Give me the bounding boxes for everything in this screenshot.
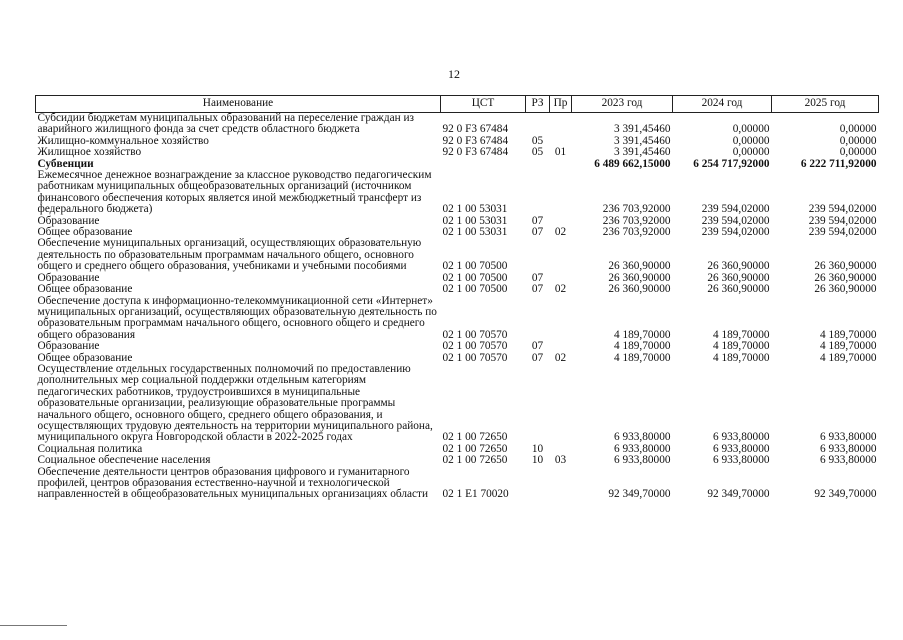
row-value-2023: 6 933,80000 <box>614 442 671 455</box>
row-pr: 01 <box>554 146 567 159</box>
row-rz: 10 <box>531 442 544 455</box>
row-value-2025: 4 189,70000 <box>820 351 877 364</box>
row-rz <box>526 364 550 444</box>
row-cst: 02 1 00 70570 <box>442 340 508 353</box>
row-cst: 02 1 00 72650 <box>442 454 508 467</box>
row-value-2023: 236 703,92000 <box>602 214 671 227</box>
row-pr: 02 <box>554 351 567 364</box>
row-value-2024: 0,00000 <box>732 134 770 147</box>
row-cst <box>441 159 526 170</box>
row-cst: 02 1 00 70570 <box>442 351 508 364</box>
row-value-2025: 4 189,70000 <box>820 340 877 353</box>
row-name: Социальное обеспечение населения <box>37 454 211 467</box>
row-cst: 02 1 00 72650 <box>442 431 508 444</box>
row-pr <box>550 159 572 170</box>
row-value-2023: 92 349,70000 <box>608 488 671 501</box>
row-name: Обеспечение муниципальных организаций, осуществляющих образовательную деятельность по образовательным программам начального общего, основного общего и среднего общего образования, учебниками и учебными пособиями <box>37 237 422 273</box>
header-2025: 2025 год <box>772 96 879 113</box>
row-value-2024: 26 360,90000 <box>707 283 770 296</box>
row-name: Обеспечение доступа к информационно-телекоммуникационной сети «Интернет» муниципальных организаций, осуществляющих образовательную деятельность по образовательным программам начального общего, основного общего и среднего общего образования <box>37 294 437 341</box>
table-row <box>36 238 879 272</box>
row-value-2025: 0,00000 <box>839 146 877 159</box>
row-value-2024: 4 189,70000 <box>713 340 770 353</box>
row-rz <box>526 467 550 501</box>
row-rz: 05 <box>531 134 544 147</box>
row-rz: 07 <box>531 271 544 284</box>
header-pr: Пр <box>550 96 572 113</box>
row-cst: 02 1 00 70570 <box>442 328 508 341</box>
row-value-2025: 6 933,80000 <box>820 454 877 467</box>
row-name: Субвенции <box>37 157 94 170</box>
row-rz <box>526 296 550 342</box>
row-value-2025: 4 189,70000 <box>820 328 877 341</box>
footer-divider <box>0 625 67 626</box>
row-name: Образование <box>37 340 100 353</box>
table-row <box>36 341 879 352</box>
row-value-2025: 239 594,02000 <box>808 203 877 216</box>
row-rz: 07 <box>531 351 544 364</box>
table-body <box>36 113 879 501</box>
header-name: Наименование <box>36 96 441 113</box>
row-name: Общее образование <box>37 226 133 239</box>
row-cst: 92 0 F3 67484 <box>442 134 509 147</box>
row-value-2024: 0,00000 <box>732 123 770 136</box>
table-row <box>36 455 879 466</box>
table-row <box>36 467 879 501</box>
row-pr <box>550 296 572 342</box>
row-value-2025: 239 594,02000 <box>808 214 877 227</box>
row-value-2025: 26 360,90000 <box>814 283 877 296</box>
row-cst: 02 1 00 53031 <box>442 214 508 227</box>
row-cst: 02 1 00 53031 <box>442 203 508 216</box>
row-value-2025: 6 933,80000 <box>820 442 877 455</box>
row-name: Общее образование <box>37 283 133 296</box>
row-pr <box>550 467 572 501</box>
row-value-2024: 239 594,02000 <box>701 214 770 227</box>
row-value-2025: 6 933,80000 <box>820 431 877 444</box>
row-cst: 02 1 00 70500 <box>442 260 508 273</box>
row-rz: 07 <box>531 283 544 296</box>
row-pr <box>550 170 572 216</box>
row-cst: 92 0 F3 67484 <box>442 123 509 136</box>
budget-table <box>35 95 879 501</box>
row-value-2023: 4 189,70000 <box>614 340 671 353</box>
row-value-2024: 239 594,02000 <box>701 203 770 216</box>
row-rz <box>526 113 550 136</box>
table-row <box>36 364 879 444</box>
row-value-2023: 4 189,70000 <box>614 328 671 341</box>
row-value-2023: 6 489 662,15000 <box>594 157 671 170</box>
row-value-2025: 92 349,70000 <box>814 488 877 501</box>
row-value-2024: 26 360,90000 <box>707 260 770 273</box>
row-value-2024: 6 933,80000 <box>713 442 770 455</box>
row-rz: 07 <box>531 214 544 227</box>
row-value-2023: 236 703,92000 <box>602 203 671 216</box>
row-value-2025: 6 222 711,92000 <box>800 157 877 170</box>
row-value-2024: 6 933,80000 <box>713 431 770 444</box>
row-value-2024: 6 254 717,92000 <box>693 157 770 170</box>
row-value-2025: 26 360,90000 <box>814 271 877 284</box>
row-cst: 92 0 F3 67484 <box>442 146 509 159</box>
row-pr <box>550 341 572 352</box>
row-rz <box>526 238 550 272</box>
row-cst: 02 1 00 70500 <box>442 271 508 284</box>
row-rz <box>526 170 550 216</box>
row-name: Образование <box>37 271 100 284</box>
row-cst: 02 1 E1 70020 <box>442 488 509 501</box>
row-value-2023: 236 703,92000 <box>602 226 671 239</box>
table-row <box>36 170 879 216</box>
row-name: Жилищное хозяйство <box>37 146 142 159</box>
row-cst: 02 1 00 72650 <box>442 442 508 455</box>
row-name: Социальная политика <box>37 442 143 455</box>
row-name: Общее образование <box>37 351 133 364</box>
header-2024: 2024 год <box>673 96 772 113</box>
row-value-2023: 3 391,45460 <box>614 123 671 136</box>
table-row <box>36 296 879 342</box>
row-value-2025: 0,00000 <box>839 123 877 136</box>
header-cst: ЦСТ <box>441 96 526 113</box>
table-row <box>36 284 879 295</box>
row-value-2023: 26 360,90000 <box>608 271 671 284</box>
row-name: Субсидии бюджетам муниципальных образований на переселение граждан из аварийного жилищного фонда за счет средств областного бюджета <box>37 112 414 136</box>
table-row <box>36 147 879 158</box>
row-value-2023: 26 360,90000 <box>608 283 671 296</box>
row-value-2023: 6 933,80000 <box>614 431 671 444</box>
row-rz <box>526 159 550 170</box>
row-value-2025: 0,00000 <box>839 134 877 147</box>
row-pr: 02 <box>554 226 567 239</box>
row-rz: 07 <box>531 226 544 239</box>
row-value-2024: 4 189,70000 <box>713 351 770 364</box>
row-value-2025: 239 594,02000 <box>808 226 877 239</box>
row-name: Образование <box>37 214 100 227</box>
row-pr <box>550 113 572 136</box>
row-rz: 05 <box>531 146 544 159</box>
row-value-2024: 4 189,70000 <box>713 328 770 341</box>
row-pr: 02 <box>554 283 567 296</box>
row-cst: 02 1 00 53031 <box>442 226 508 239</box>
table-header-row <box>36 96 879 113</box>
row-value-2024: 239 594,02000 <box>701 226 770 239</box>
row-value-2023: 4 189,70000 <box>614 351 671 364</box>
row-value-2023: 3 391,45460 <box>614 146 671 159</box>
row-name: Осуществление отдельных государственных полномочий по предоставлению дополнительных мер социальной поддержки отдельным категориям педагогических работников, трудоустроившихся в муниципальные образовательные организации, реализующие образовательные программы начального общего, основного общего, среднего общего образования, и осуществляющих трудовую деятельность на территории муниципального района, муниципального округа Новгородской области в 2022-2025 годах <box>37 362 433 444</box>
row-rz: 10 <box>531 454 544 467</box>
row-value-2024: 0,00000 <box>732 146 770 159</box>
header-rz: РЗ <box>526 96 550 113</box>
row-cst: 02 1 00 70500 <box>442 283 508 296</box>
row-value-2023: 3 391,45460 <box>614 134 671 147</box>
page-number: 12 <box>448 67 460 81</box>
row-name: Ежемесячное денежное вознаграждение за классное руководство педагогическим работникам муниципальных общеобразовательных организаций (источником финансового обеспечения которых является иной межбюджетный трансферт из федерального бюджета) <box>37 169 432 216</box>
row-value-2024: 26 360,90000 <box>707 271 770 284</box>
row-value-2023: 26 360,90000 <box>608 260 671 273</box>
row-value-2024: 92 349,70000 <box>707 488 770 501</box>
header-2023: 2023 год <box>572 96 673 113</box>
row-pr <box>550 238 572 272</box>
row-value-2024: 6 933,80000 <box>713 454 770 467</box>
row-pr <box>550 364 572 444</box>
table-row <box>36 113 879 136</box>
row-value-2023: 6 933,80000 <box>614 454 671 467</box>
row-rz: 07 <box>531 340 544 353</box>
row-name: Обеспечение деятельности центров образования цифрового и гуманитарного профилей, центров образования естественно-научной и технологической направленностей в общеобразовательных муниципальных организациях области <box>37 465 429 501</box>
row-name: Жилищно-коммунальное хозяйство <box>37 134 209 147</box>
row-pr: 03 <box>554 454 567 467</box>
row-value-2025: 26 360,90000 <box>814 260 877 273</box>
